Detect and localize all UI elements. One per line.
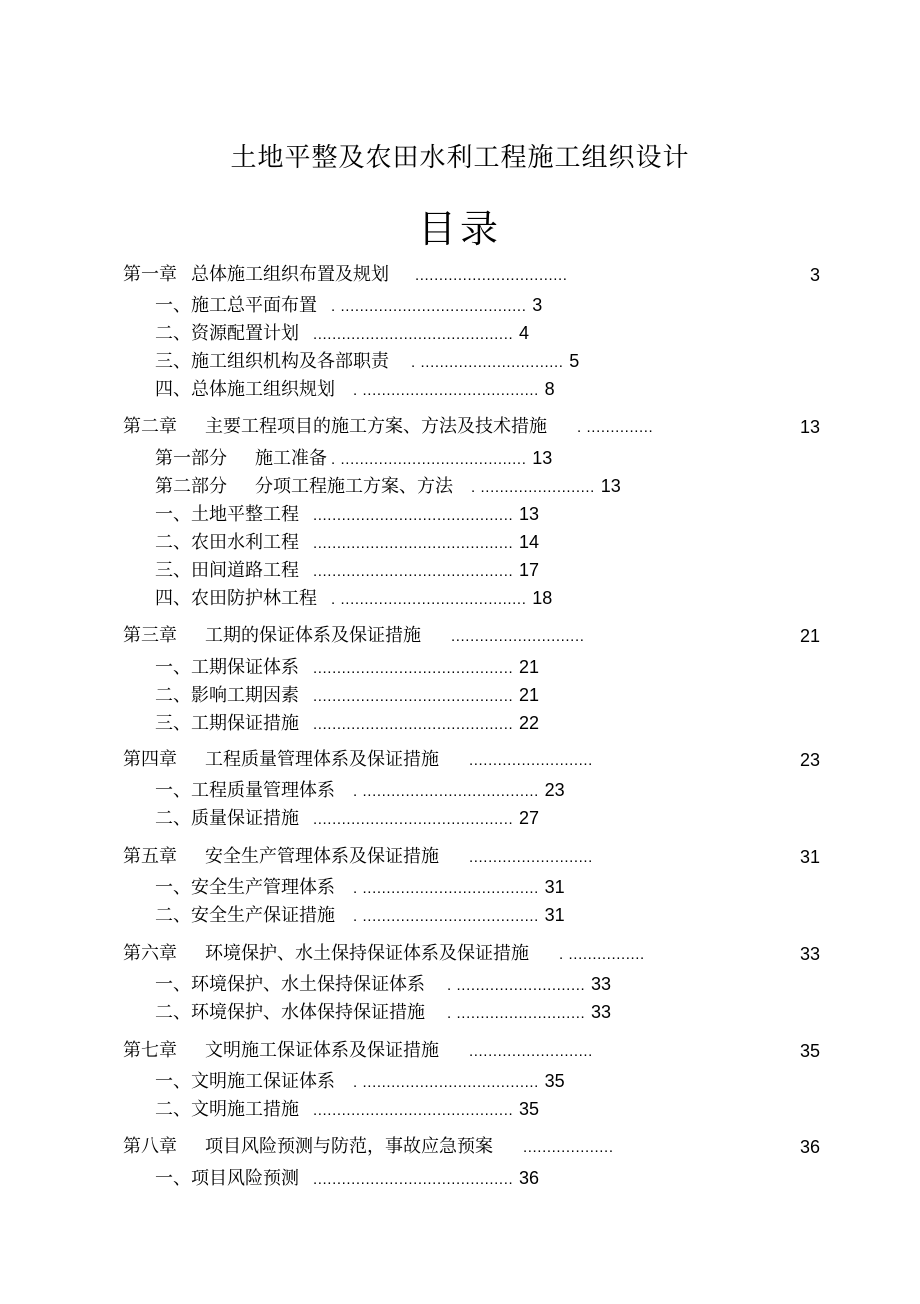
toc-entry[interactable] — [155, 556, 539, 584]
entry-title: 三、田间道路工程 — [155, 560, 299, 581]
entry-title: 四、总体施工组织规划 — [155, 379, 335, 400]
entry-title: 二、安全生产保证措施 — [155, 905, 335, 926]
toc-chapter[interactable] — [123, 622, 585, 650]
toc-chapter[interactable] — [123, 746, 593, 774]
entry-title: 三、施工组织机构及各部职责 — [155, 351, 389, 372]
toc-entry[interactable] — [155, 1067, 565, 1095]
entry-title: 二、文明施工措施 — [155, 1099, 299, 1120]
dot-leader: .......................................... — [313, 716, 514, 733]
entry-title: 一、安全生产管理体系 — [155, 877, 335, 898]
toc-entry[interactable] — [155, 998, 611, 1026]
page-number: 36 — [518, 1168, 539, 1188]
dot-leader: . ..................................... — [353, 908, 539, 925]
page-number: 27 — [518, 808, 539, 828]
page-number: 33 — [591, 974, 612, 994]
dot-leader: . ........................... — [447, 1005, 586, 1022]
toc-entry[interactable] — [155, 528, 539, 556]
dot-leader: . ........................ — [471, 479, 595, 496]
dot-leader: . .............................. — [411, 354, 564, 371]
toc-entry[interactable] — [155, 375, 555, 403]
dot-leader: . ........................... — [447, 977, 586, 994]
page-number: 8 — [544, 379, 555, 399]
page-number: 31 — [799, 847, 820, 867]
toc-entry[interactable] — [155, 1164, 539, 1192]
chapter-title: 工期的保证体系及保证措施 — [205, 625, 421, 646]
toc-entry[interactable] — [155, 444, 552, 472]
toc-chapter[interactable] — [123, 940, 645, 968]
page-number: 23 — [799, 750, 820, 770]
page-number: 17 — [518, 560, 539, 580]
chapter-label: 第五章 — [123, 846, 177, 867]
page-number: 13 — [532, 448, 553, 468]
page-number: 35 — [799, 1041, 820, 1061]
page-number: 23 — [544, 780, 565, 800]
chapter-label: 第八章 — [123, 1136, 177, 1157]
toc-chapter[interactable] — [123, 1037, 593, 1065]
toc-chapter[interactable] — [123, 261, 568, 289]
dot-leader: .......................................... — [313, 811, 514, 828]
toc-chapter[interactable] — [123, 413, 653, 441]
page-number: 36 — [799, 1137, 820, 1157]
dot-leader: ................... — [523, 1139, 614, 1156]
dot-leader: .......................................... — [313, 563, 514, 580]
chapter-title: 工程质量管理体系及保证措施 — [205, 749, 439, 770]
page-number: 35 — [518, 1099, 539, 1119]
dot-leader: . ....................................... — [331, 591, 527, 608]
entry-title: 二、影响工期因素 — [155, 685, 299, 706]
dot-leader: ............................ — [451, 628, 585, 645]
dot-leader: . ..................................... — [353, 1074, 539, 1091]
toc-entry[interactable] — [155, 681, 539, 709]
page-number: 13 — [518, 504, 539, 524]
page-number: 35 — [544, 1071, 565, 1091]
chapter-title: 总体施工组织布置及规划 — [191, 264, 389, 285]
chapter-title: 安全生产管理体系及保证措施 — [205, 846, 439, 867]
page-number: 33 — [799, 944, 820, 964]
page-number: 14 — [518, 532, 539, 552]
toc-chapter[interactable] — [123, 843, 593, 871]
page-number: 13 — [799, 417, 820, 437]
dot-leader: .......................................... — [313, 688, 514, 705]
toc-entry[interactable] — [155, 901, 565, 929]
entry-title: 二、资源配置计划 — [155, 323, 299, 344]
document-title: 土地平整及农田水利工程施工组织设计 — [230, 143, 690, 173]
chapter-title: 文明施工保证体系及保证措施 — [205, 1040, 439, 1061]
toc-entry[interactable] — [155, 584, 552, 612]
entry-title: 二、环境保护、水体保持保证措施 — [155, 1002, 425, 1023]
page-number: 4 — [518, 323, 529, 343]
dot-leader: . .............. — [577, 419, 654, 436]
entry-title: 一、工期保证体系 — [155, 657, 299, 678]
page-number: 21 — [518, 657, 539, 677]
dot-leader: . ....................................... — [331, 451, 527, 468]
chapter-label: 第二章 — [123, 416, 177, 437]
entry-title: 第一部分 — [155, 448, 227, 469]
chapter-title: 项目风险预测与防范，事故应急预案 — [205, 1136, 493, 1157]
dot-leader: .......................................... — [313, 326, 514, 343]
dot-leader: .......................................... — [313, 1102, 514, 1119]
dot-leader: .......................... — [469, 752, 593, 769]
toc-entry[interactable] — [155, 1095, 539, 1123]
page-number: 31 — [544, 877, 565, 897]
toc-entry[interactable] — [155, 709, 539, 737]
page-number: 22 — [518, 713, 539, 733]
chapter-title: 环境保护、水土保持保证体系及保证措施 — [205, 943, 529, 964]
dot-leader: .......................................... — [313, 660, 514, 677]
dot-leader: .......................... — [469, 849, 593, 866]
entry-title: 二、质量保证措施 — [155, 808, 299, 829]
dot-leader: .......................................... — [313, 1171, 514, 1188]
page-number: 33 — [591, 1002, 612, 1022]
page-number: 3 — [809, 265, 820, 285]
dot-leader: .......................................... — [313, 507, 514, 524]
chapter-label: 第四章 — [123, 749, 177, 770]
entry-title: 一、文明施工保证体系 — [155, 1071, 335, 1092]
toc-entry[interactable] — [155, 804, 539, 832]
dot-leader: .......................................... — [313, 535, 514, 552]
entry-title: 二、农田水利工程 — [155, 532, 299, 553]
toc-heading: 目录 — [417, 207, 502, 251]
chapter-title: 主要工程项目的施工方案、方法及技术措施 — [205, 416, 547, 437]
dot-leader: . ..................................... — [353, 382, 539, 399]
chapter-label: 第三章 — [123, 625, 177, 646]
chapter-label: 第七章 — [123, 1040, 177, 1061]
toc-entry[interactable] — [155, 472, 621, 500]
page-number: 31 — [544, 905, 565, 925]
entry-title: 四、农田防护林工程 — [155, 588, 317, 609]
dot-leader: . ..................................... — [353, 783, 539, 800]
page-number: 21 — [799, 626, 820, 646]
entry-title: 一、工程质量管理体系 — [155, 780, 335, 801]
chapter-label: 第六章 — [123, 943, 177, 964]
page-number: 5 — [569, 351, 580, 371]
entry-title: 一、土地平整工程 — [155, 504, 299, 525]
dot-leader: . ....................................... — [331, 298, 527, 315]
entry-title: 三、工期保证措施 — [155, 713, 299, 734]
entry-title: 一、环境保护、水土保持保证体系 — [155, 974, 425, 995]
dot-leader: . ................ — [559, 946, 645, 963]
toc-entry[interactable] — [155, 653, 539, 681]
dot-leader: .......................... — [469, 1043, 593, 1060]
toc-entry[interactable] — [155, 347, 579, 375]
entry-title: 第二部分 — [155, 476, 227, 497]
toc-entry[interactable] — [155, 873, 565, 901]
entry-title: 一、项目风险预测 — [155, 1168, 299, 1189]
dot-leader: ................................ — [415, 267, 568, 284]
entry-title: 一、施工总平面布置 — [155, 295, 317, 316]
toc-entry[interactable] — [155, 319, 529, 347]
page-number: 18 — [532, 588, 553, 608]
entry-subtitle: 分项工程施工方案、方法 — [255, 476, 453, 497]
page-number: 3 — [532, 295, 543, 315]
toc-entry[interactable] — [155, 291, 542, 319]
toc-chapter[interactable] — [123, 1133, 614, 1161]
dot-leader: . ..................................... — [353, 880, 539, 897]
toc-entry[interactable] — [155, 776, 565, 804]
toc-entry[interactable] — [155, 500, 539, 528]
page-number: 13 — [600, 476, 621, 496]
chapter-label: 第一章 — [123, 264, 177, 285]
entry-subtitle: 施工准备 — [255, 448, 327, 469]
page-number: 21 — [518, 685, 539, 705]
toc-entry[interactable] — [155, 970, 611, 998]
